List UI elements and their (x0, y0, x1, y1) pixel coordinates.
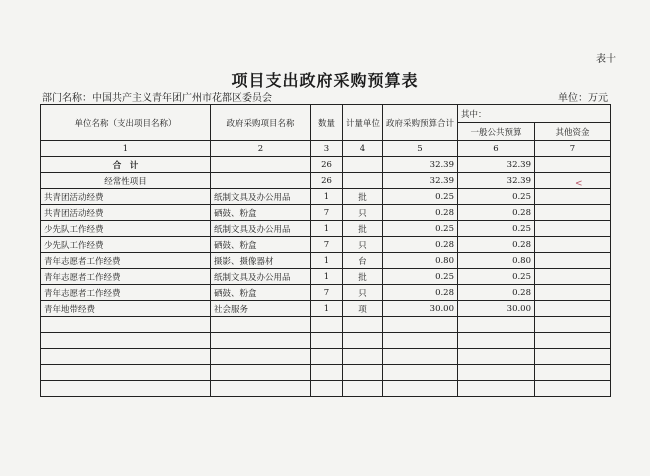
cell-item: 硒鼓、粉盒 (211, 205, 311, 221)
cell-qty: 7 (311, 285, 343, 301)
cell-general (458, 381, 535, 397)
cell-item (211, 381, 311, 397)
cell-unit: 台 (343, 253, 383, 269)
cell-other (535, 205, 611, 221)
cell-item (211, 173, 311, 189)
cell-unit (343, 349, 383, 365)
cell-name (41, 333, 211, 349)
cell-name: 经常性项目 (41, 173, 211, 189)
table-row (41, 157, 611, 173)
cell-unit (343, 317, 383, 333)
cell-general (458, 317, 535, 333)
header-project-name: 单位名称（支出项目名称） (41, 105, 211, 141)
table-row (41, 317, 611, 333)
cell-other (535, 237, 611, 253)
table-row (41, 237, 611, 253)
cell-name: 共青团活动经费 (41, 189, 211, 205)
cell-qty: 1 (311, 221, 343, 237)
cell-item: 纸制文具及办公用品 (211, 221, 311, 237)
table-row (41, 333, 611, 349)
cell-general: 32.39 (458, 173, 535, 189)
cell-name (41, 365, 211, 381)
cell-item (211, 317, 311, 333)
cell-qty: 26 (311, 173, 343, 189)
cell-other (535, 269, 611, 285)
unit-label: 单位：万元 (558, 93, 608, 104)
cell-general: 0.80 (458, 253, 535, 269)
cell-other (535, 349, 611, 365)
cell-item: 硒鼓、粉盒 (211, 285, 311, 301)
table-row (41, 221, 611, 237)
cell-qty: 1 (311, 301, 343, 317)
table-row (41, 189, 611, 205)
cell-total: 30.00 (383, 301, 458, 317)
cell-general (458, 333, 535, 349)
cell-general: 0.28 (458, 205, 535, 221)
cell-general (458, 365, 535, 381)
cell-qty: 1 (311, 253, 343, 269)
cell-item: 社会服务 (211, 301, 311, 317)
cell-item: 硒鼓、粉盒 (211, 237, 311, 253)
cell-general: 0.25 (458, 189, 535, 205)
col-num-1: 1 (41, 141, 211, 157)
table-row (41, 285, 611, 301)
cell-qty: 26 (311, 157, 343, 173)
col-num-4: 4 (343, 141, 383, 157)
cell-other (535, 173, 611, 189)
cell-other (535, 253, 611, 269)
col-num-7: 7 (535, 141, 611, 157)
cell-general: 0.28 (458, 285, 535, 301)
cell-item (211, 349, 311, 365)
cell-name: 青年志愿者工作经费 (41, 269, 211, 285)
cell-qty: 1 (311, 189, 343, 205)
table-row (41, 269, 611, 285)
pen-mark-icon: < (575, 179, 583, 189)
header-quantity: 数量 (311, 105, 343, 141)
cell-total (383, 381, 458, 397)
table-row (41, 205, 611, 221)
department-name: 部门名称：中国共产主义青年团广州市花都区委员会 (42, 93, 272, 104)
cell-unit: 只 (343, 285, 383, 301)
cell-other (535, 221, 611, 237)
cell-name: 共青团活动经费 (41, 205, 211, 221)
cell-qty: 7 (311, 205, 343, 221)
cell-total: 0.28 (383, 237, 458, 253)
cell-qty (311, 317, 343, 333)
header-other-funds: 其他资金 (535, 123, 611, 141)
cell-general: 0.25 (458, 221, 535, 237)
cell-unit: 只 (343, 205, 383, 221)
cell-qty: 7 (311, 237, 343, 253)
cell-item: 摄影、摄像器材 (211, 253, 311, 269)
cell-general: 0.25 (458, 269, 535, 285)
cell-qty (311, 365, 343, 381)
cell-unit (343, 365, 383, 381)
cell-item: 纸制文具及办公用品 (211, 269, 311, 285)
table-row (41, 253, 611, 269)
cell-unit: 批 (343, 269, 383, 285)
cell-total: 0.25 (383, 269, 458, 285)
cell-other (535, 301, 611, 317)
table-row (41, 301, 611, 317)
cell-total: 0.25 (383, 189, 458, 205)
table-row (41, 381, 611, 397)
table-row (41, 173, 611, 189)
cell-name: 青年志愿者工作经费 (41, 253, 211, 269)
cell-total (383, 317, 458, 333)
cell-total (383, 333, 458, 349)
cell-item (211, 365, 311, 381)
cell-name (41, 317, 211, 333)
cell-qty: 1 (311, 269, 343, 285)
cell-name: 少先队工作经费 (41, 237, 211, 253)
cell-unit (343, 173, 383, 189)
cell-other (535, 189, 611, 205)
cell-other (535, 381, 611, 397)
cell-name: 合 计 (41, 157, 211, 173)
procurement-budget-table (40, 104, 611, 397)
cell-general (458, 349, 535, 365)
cell-general: 32.39 (458, 157, 535, 173)
cell-total: 0.80 (383, 253, 458, 269)
cell-general: 0.28 (458, 237, 535, 253)
col-num-6: 6 (458, 141, 535, 157)
cell-name (41, 349, 211, 365)
cell-qty (311, 381, 343, 397)
cell-item: 纸制文具及办公用品 (211, 189, 311, 205)
column-number-row (41, 141, 611, 157)
cell-item (211, 157, 311, 173)
table-row (41, 365, 611, 381)
cell-unit (343, 157, 383, 173)
cell-other (535, 333, 611, 349)
cell-other (535, 317, 611, 333)
cell-unit: 批 (343, 221, 383, 237)
cell-total: 0.28 (383, 205, 458, 221)
cell-total: 0.25 (383, 221, 458, 237)
page-title: 项目支出政府采购预算表 (231, 71, 419, 90)
table-row (41, 349, 611, 365)
col-num-5: 5 (383, 141, 458, 157)
cell-unit (343, 381, 383, 397)
header-procurement-item: 政府采购项目名称 (211, 105, 311, 141)
sheet-label: 表十 (596, 54, 616, 65)
cell-other (535, 285, 611, 301)
cell-name: 青年地带经费 (41, 301, 211, 317)
cell-total: 32.39 (383, 157, 458, 173)
cell-unit: 批 (343, 189, 383, 205)
cell-other (535, 157, 611, 173)
cell-qty (311, 333, 343, 349)
cell-name: 青年志愿者工作经费 (41, 285, 211, 301)
col-num-3: 3 (311, 141, 343, 157)
cell-qty (311, 349, 343, 365)
cell-total: 0.28 (383, 285, 458, 301)
header-general-budget: 一般公共预算 (458, 123, 535, 141)
cell-name (41, 381, 211, 397)
cell-total (383, 349, 458, 365)
cell-general: 30.00 (458, 301, 535, 317)
col-num-2: 2 (211, 141, 311, 157)
cell-total: 32.39 (383, 173, 458, 189)
cell-total (383, 365, 458, 381)
cell-name: 少先队工作经费 (41, 221, 211, 237)
header-measure-unit: 计量单位 (343, 105, 383, 141)
header-of-which: 其中： (458, 105, 611, 123)
cell-unit: 项 (343, 301, 383, 317)
cell-unit (343, 333, 383, 349)
cell-other (535, 365, 611, 381)
header-total: 政府采购预算合计 (383, 105, 458, 141)
cell-unit: 只 (343, 237, 383, 253)
cell-item (211, 333, 311, 349)
